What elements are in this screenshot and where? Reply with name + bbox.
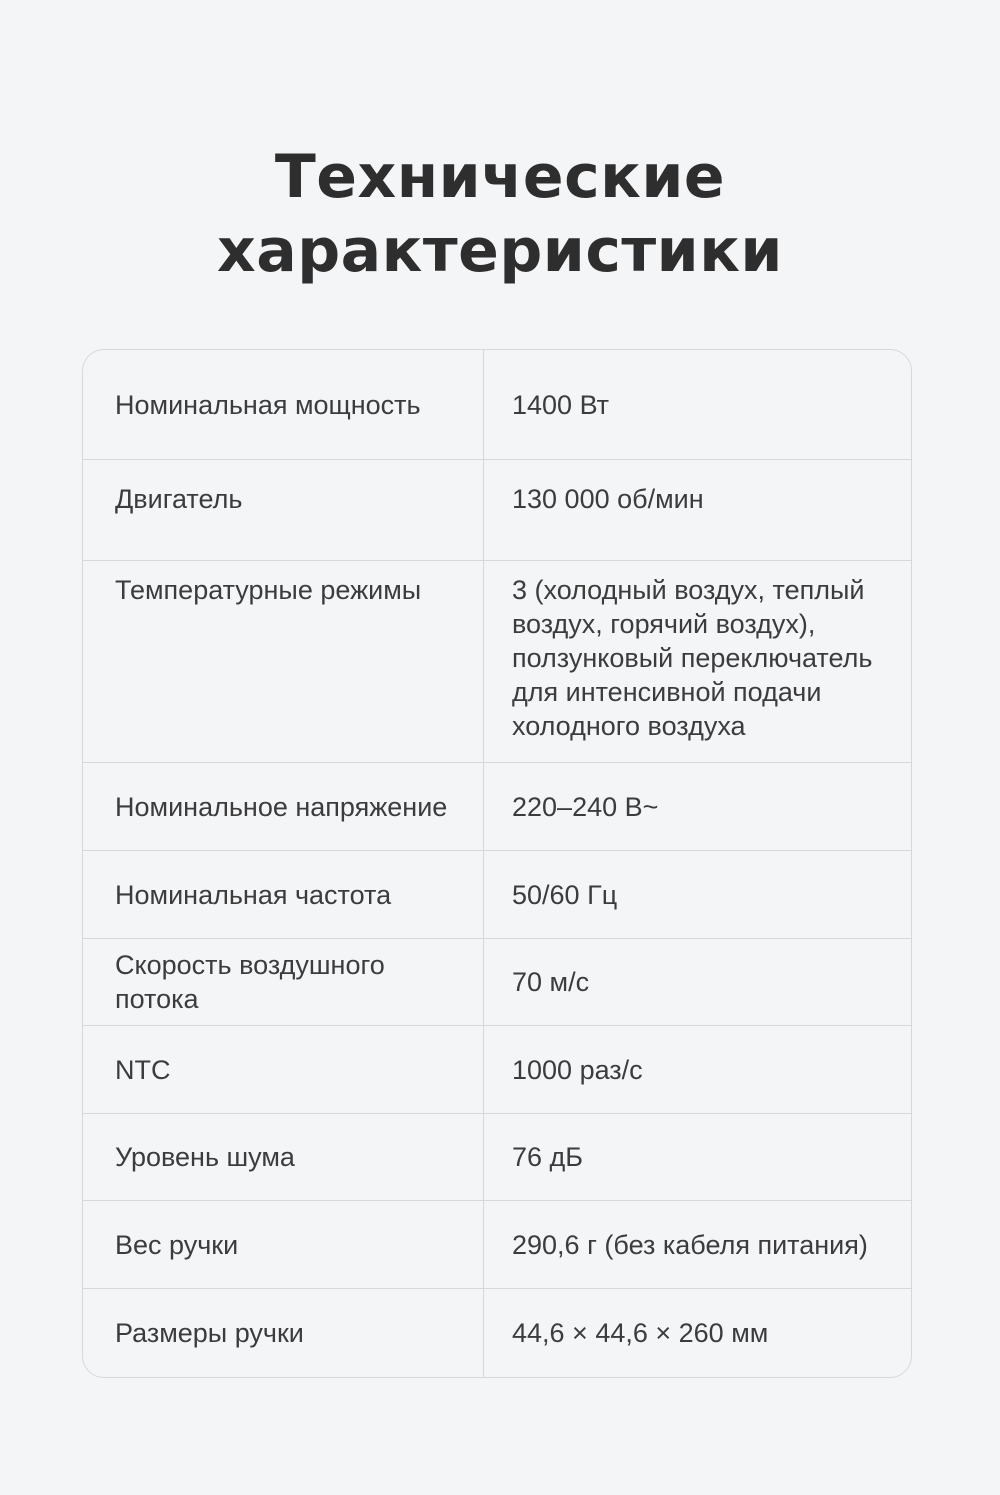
- spec-row-ntc: [83, 1025, 911, 1113]
- spec-row-motor: [83, 459, 911, 560]
- spec-value: 1000 раз/с: [512, 1054, 643, 1085]
- spec-value: 290,6 г (без кабеля питания): [512, 1229, 868, 1260]
- spec-label: Размеры ручки: [83, 1289, 484, 1377]
- spec-row-voltage: [83, 762, 911, 850]
- spec-table: [82, 349, 912, 1378]
- spec-label: Скорость воздушного потока: [83, 939, 484, 1025]
- spec-row-handle-dimensions: [83, 1288, 911, 1377]
- spec-label: Уровень шума: [83, 1114, 484, 1200]
- spec-value: 50/60 Гц: [512, 879, 618, 910]
- spec-row-power: [83, 350, 911, 459]
- spec-label: Температурные режимы: [83, 561, 484, 762]
- spec-label: Номинальная частота: [83, 851, 484, 938]
- spec-value: 3 (холодный воздух, теплый воздух, горячий воздух), ползунковый переключатель для интенсивной подачи холодного воздуха: [512, 575, 873, 741]
- spec-value: 76 дБ: [512, 1142, 584, 1172]
- spec-value: 1400 Вт: [512, 389, 610, 420]
- spec-row-airflow-speed: [83, 938, 911, 1025]
- spec-value: 130 000 об/мин: [512, 484, 704, 514]
- spec-label: NTC: [83, 1026, 484, 1113]
- spec-value: 220–240 В~: [512, 791, 659, 822]
- page-title-line-2: характеристики: [217, 216, 783, 286]
- spec-label: Двигатель: [83, 460, 484, 560]
- page-title: [0, 140, 1000, 288]
- spec-value: 44,6 × 44,6 × 260 мм: [512, 1318, 769, 1348]
- page-title-line-1: Технические: [274, 142, 726, 212]
- spec-row-noise-level: [83, 1113, 911, 1200]
- spec-label: Номинальное напряжение: [83, 763, 484, 850]
- spec-row-frequency: [83, 850, 911, 938]
- spec-row-temperature-modes: [83, 560, 911, 762]
- spec-value: 70 м/с: [512, 967, 590, 997]
- spec-label: Вес ручки: [83, 1201, 484, 1288]
- spec-row-handle-weight: [83, 1200, 911, 1288]
- spec-label: Номинальная мощность: [83, 350, 484, 459]
